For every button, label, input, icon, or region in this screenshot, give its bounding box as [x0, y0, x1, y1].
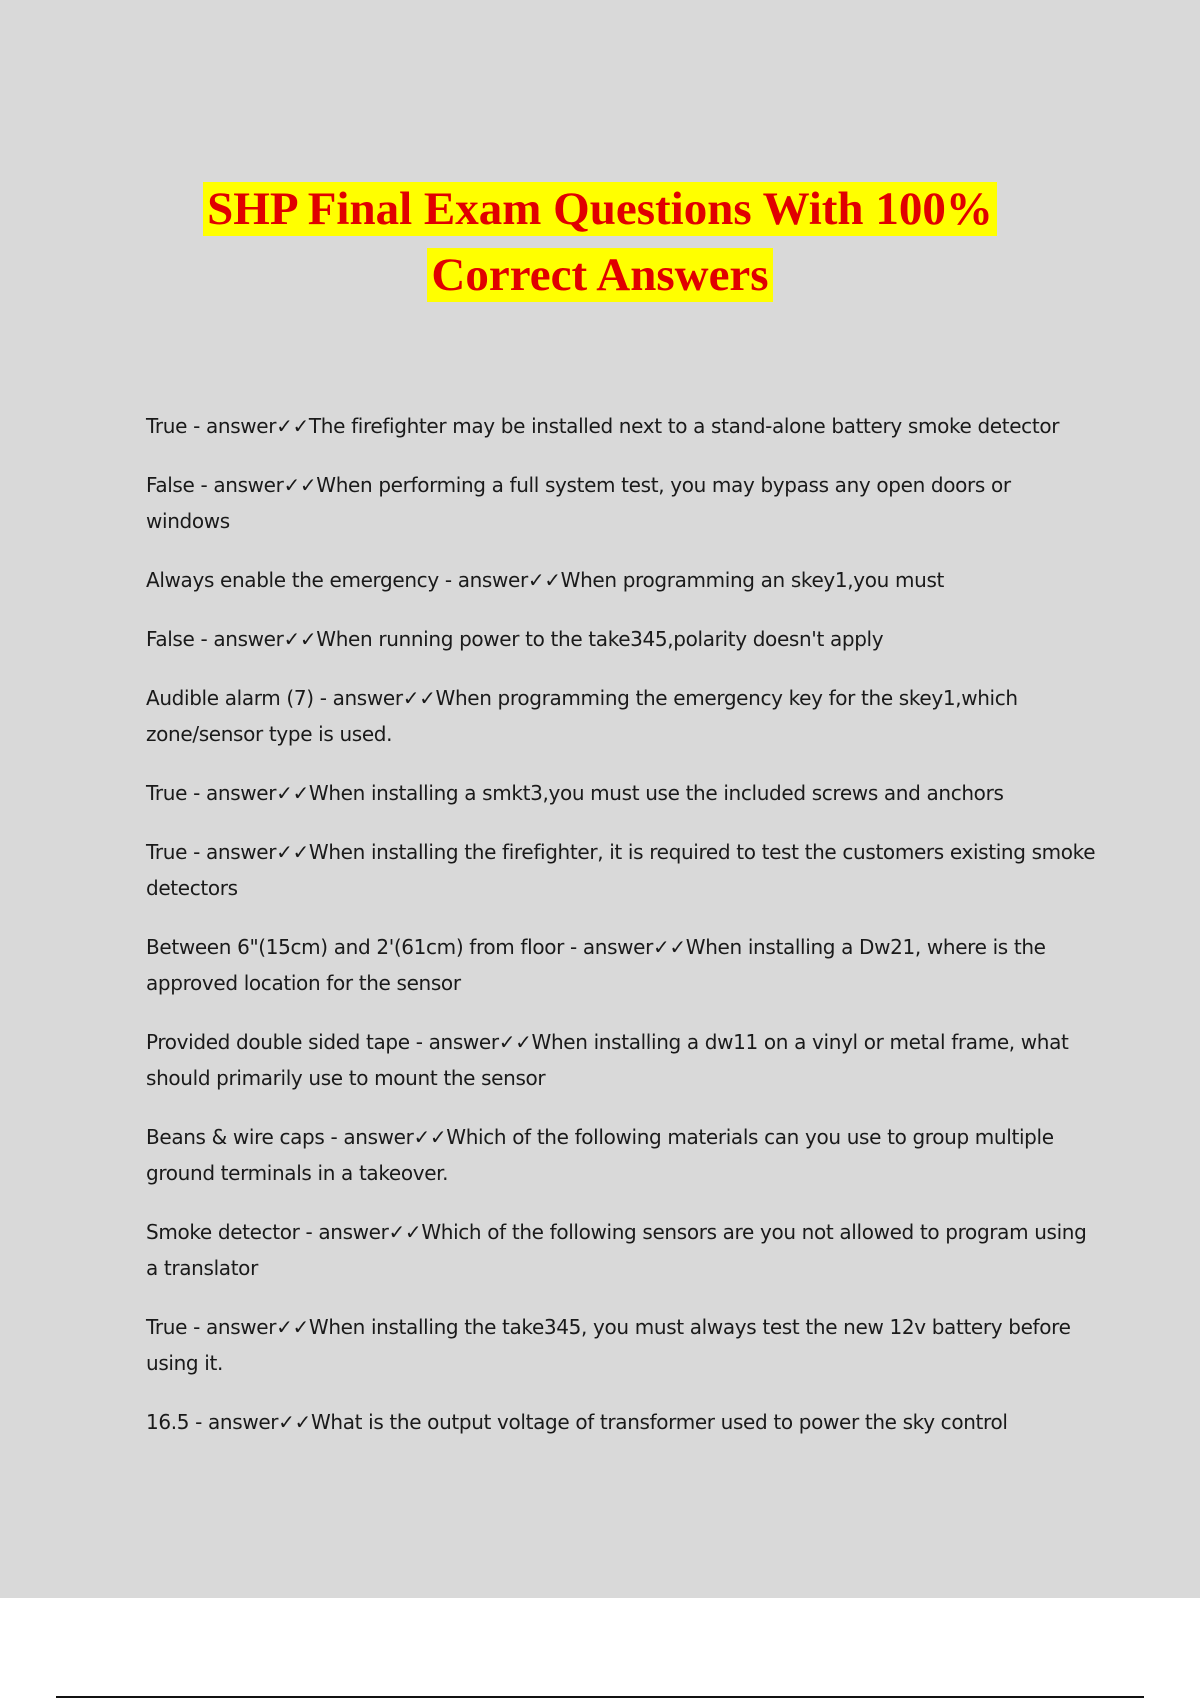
qa-item: Smoke detector - answer✓✓Which of the following sensors are you not allowed to program using a translator — [146, 1220, 1087, 1280]
qa-item: True - answer✓✓The firefighter may be installed next to a stand-alone battery smoke detector — [146, 414, 1060, 438]
document-title — [0, 182, 1200, 314]
title-line-2: Correct Answers — [427, 248, 772, 302]
page-divider-line — [56, 1696, 1144, 1698]
qa-item: False - answer✓✓When running power to the take345,polarity doesn't apply — [146, 627, 884, 651]
qa-item: False - answer✓✓When performing a full system test, you may bypass any open doors or windows — [146, 473, 1011, 533]
qa-item: True - answer✓✓When installing the firefighter, it is required to test the customers existing smoke detectors — [146, 840, 1096, 900]
qa-item: Provided double sided tape - answer✓✓When installing a dw11 on a vinyl or metal frame, what should primarily use to mount the sensor — [146, 1030, 1069, 1090]
qa-item: Always enable the emergency - answer✓✓When programming an skey1,you must — [146, 568, 945, 592]
qa-item: 16.5 - answer✓✓What is the output voltage of transformer used to power the sky control — [146, 1410, 1008, 1434]
qa-item: True - answer✓✓When installing a smkt3,you must use the included screws and anchors — [146, 781, 1004, 805]
qa-item: Audible alarm (7) - answer✓✓When programming the emergency key for the skey1,which zone/sensor type is used. — [146, 686, 1018, 746]
qa-item: True - answer✓✓When installing the take345, you must always test the new 12v battery before using it. — [146, 1315, 1071, 1375]
title-line-1: SHP Final Exam Questions With 100% — [203, 182, 997, 236]
qa-item: Between 6"(15cm) and 2'(61cm) from floor - answer✓✓When installing a Dw21, where is the approved location for the sensor — [146, 935, 1046, 995]
qa-item: Beans & wire caps - answer✓✓Which of the following materials can you use to group multiple ground terminals in a takeover. — [146, 1125, 1054, 1185]
question-answer-list — [146, 408, 1096, 1463]
